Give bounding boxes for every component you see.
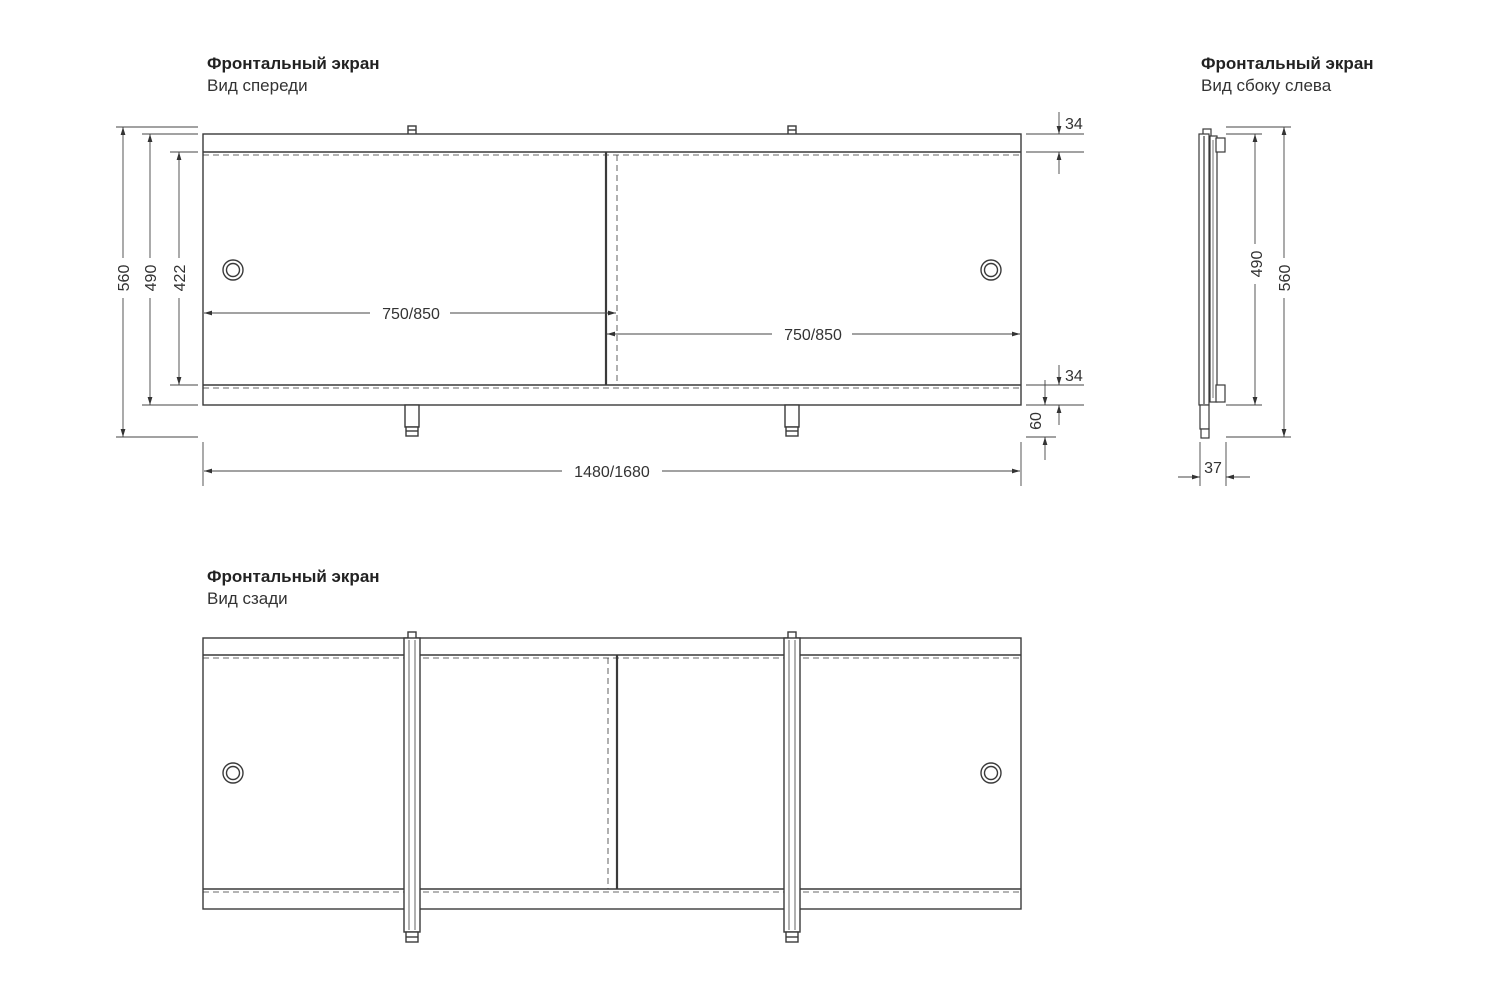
back-view-drawing bbox=[203, 632, 1021, 942]
front-leg-left bbox=[405, 405, 419, 436]
back-support-left bbox=[404, 632, 420, 942]
back-view-subtitle: Вид сзади bbox=[207, 589, 288, 608]
dim-inner-height: 422 bbox=[172, 264, 189, 292]
dim-side-depth: 37 bbox=[1204, 460, 1222, 477]
side-view-drawing bbox=[1199, 129, 1225, 438]
dim-rail-bottom: 34 bbox=[1065, 368, 1083, 385]
front-view-title: Фронтальный экран bbox=[207, 54, 380, 73]
dim-rail-top: 34 bbox=[1065, 116, 1083, 133]
dim-left-panel-width: 750/850 bbox=[382, 306, 440, 323]
dim-side-total-height: 560 bbox=[1277, 264, 1294, 292]
front-view-subtitle: Вид спереди bbox=[207, 76, 308, 95]
dim-right-panel-width: 750/850 bbox=[784, 327, 842, 344]
front-view-drawing bbox=[203, 126, 1021, 436]
dim-panel-height: 490 bbox=[143, 264, 160, 292]
dim-total-width: 1480/1680 bbox=[574, 464, 650, 481]
front-frame bbox=[203, 134, 1021, 405]
front-leg-right bbox=[785, 405, 799, 436]
side-dimensions bbox=[1178, 127, 1291, 486]
back-support-right bbox=[784, 632, 800, 942]
side-view-subtitle: Вид сбоку слева bbox=[1201, 76, 1332, 95]
side-view-title: Фронтальный экран bbox=[1201, 54, 1374, 73]
back-view-title: Фронтальный экран bbox=[207, 567, 380, 586]
back-frame bbox=[203, 638, 1021, 909]
dim-leg: 60 bbox=[1028, 412, 1045, 430]
dim-side-panel-height: 490 bbox=[1249, 250, 1266, 278]
dim-total-height: 560 bbox=[116, 264, 133, 292]
